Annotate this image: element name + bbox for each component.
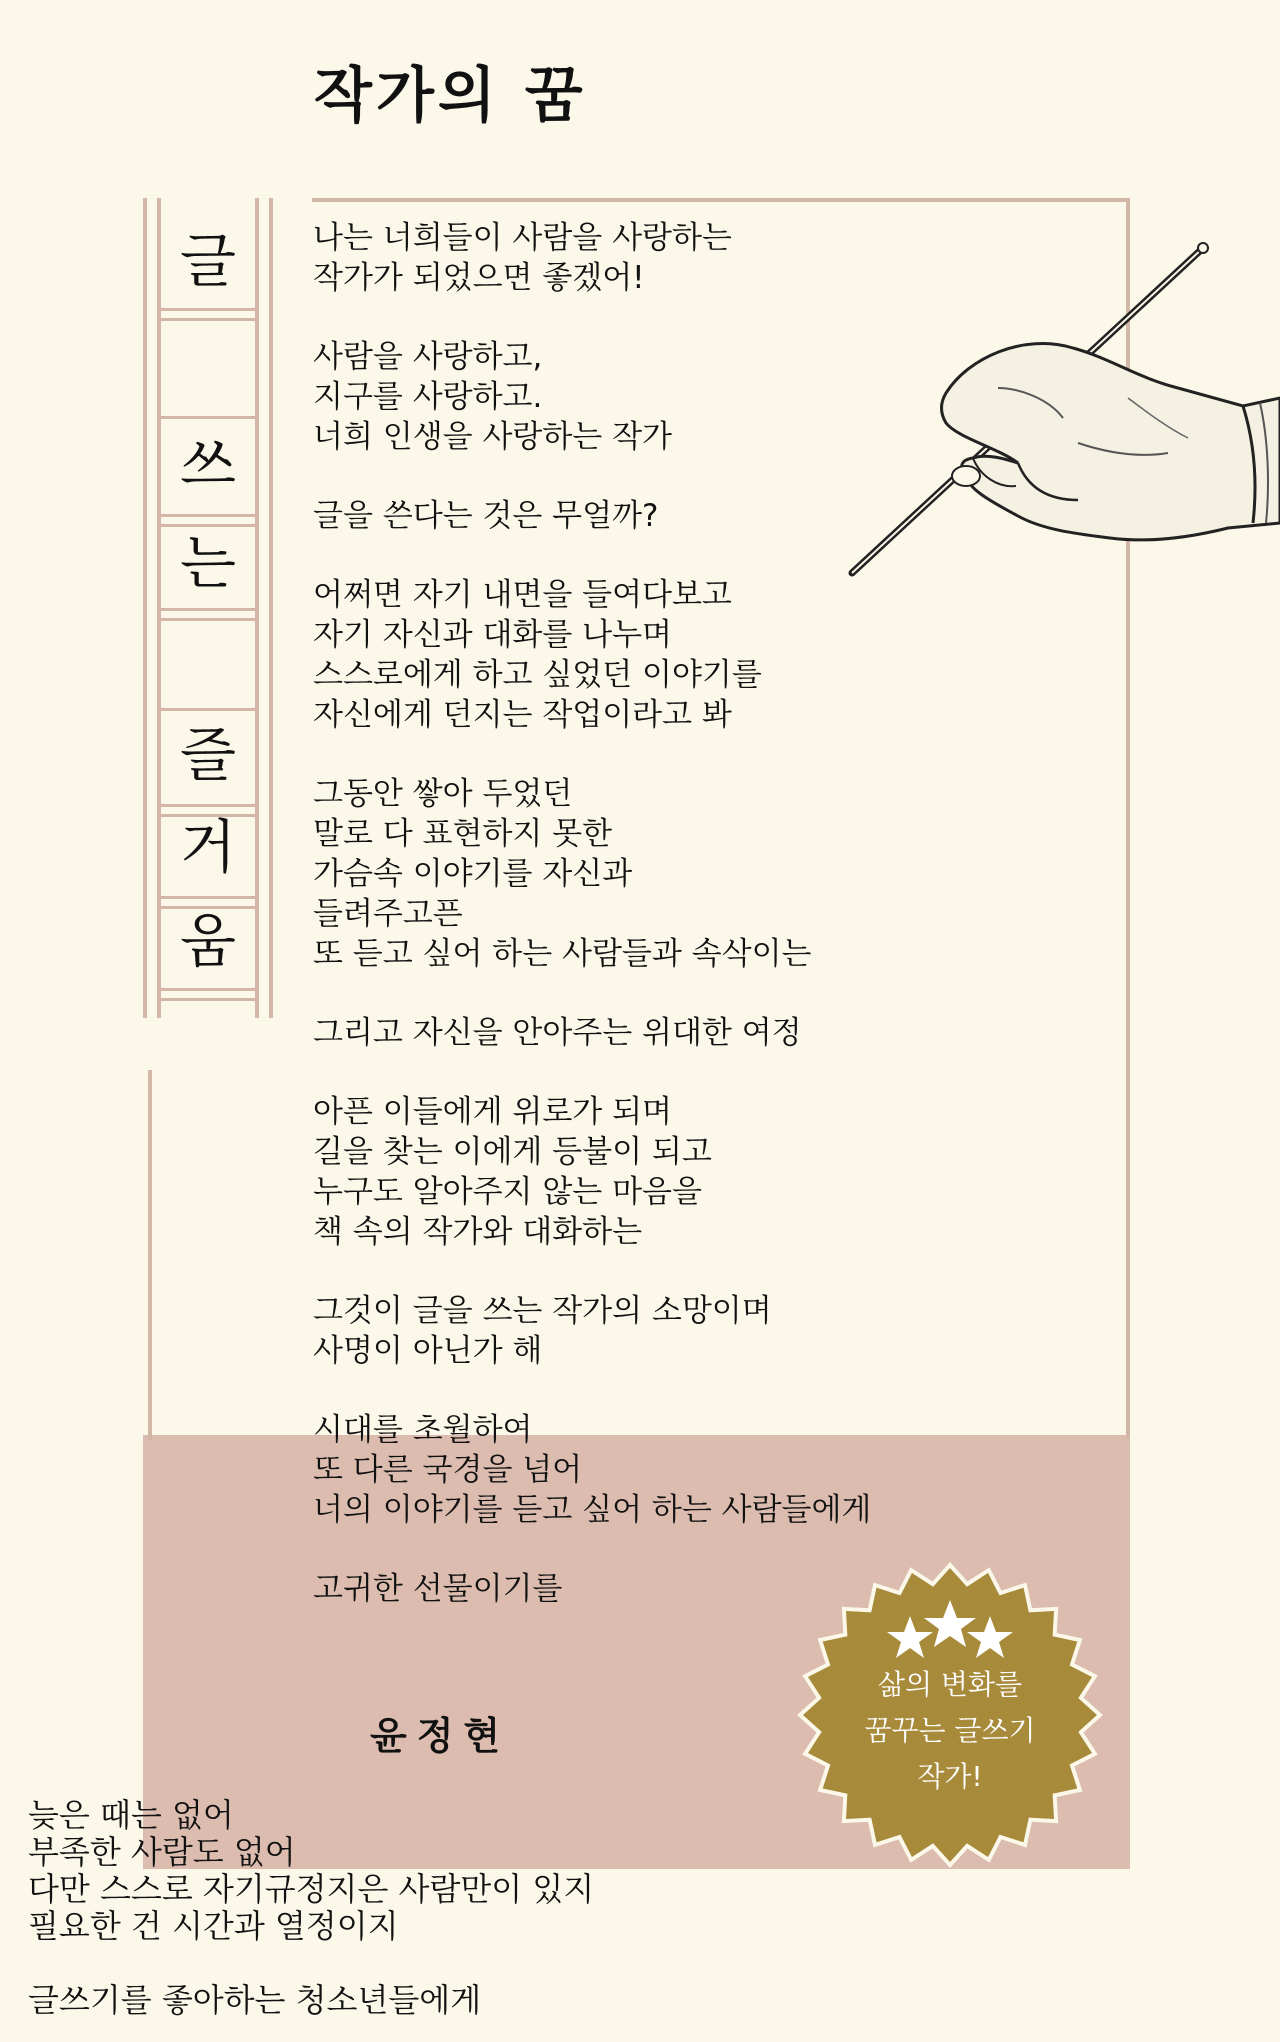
poem-line: 사람을 사랑하고, xyxy=(313,339,543,375)
badge-text xyxy=(810,1662,1090,1800)
poem-line: 책 속의 작가와 대화하는 xyxy=(313,1214,643,1250)
poem-line: 또 듣고 싶어 하는 사람들과 속삭이는 xyxy=(313,936,812,972)
poem-line: 고귀한 선물이기를 xyxy=(313,1571,563,1607)
poem-line: 그리고 자신을 안아주는 위대한 여정 xyxy=(313,1015,802,1051)
poem-stanza xyxy=(313,575,953,735)
badge-line-2: 꿈꾸는 글쓰기 xyxy=(864,1714,1036,1747)
poem-stanza xyxy=(313,337,953,457)
page-title: 작가의 꿈 xyxy=(314,61,587,131)
footer-line-2: 부족한 사람도 없어 xyxy=(28,1833,296,1871)
frame-left-line xyxy=(148,1070,152,1440)
poem-line: 시대를 초월하여 xyxy=(313,1412,533,1448)
frame-top-line xyxy=(312,198,1130,202)
poem-line: 또 다른 국경을 넘어 xyxy=(313,1452,583,1488)
poem-line: 자신에게 던지는 작업이라고 봐 xyxy=(313,697,732,733)
vertical-char-5: 거 xyxy=(179,813,237,881)
poem-line: 아픈 이들에게 위로가 되며 xyxy=(313,1094,672,1130)
vertical-char-1: 글 xyxy=(179,227,237,295)
poem-line: 지구를 사랑하고. xyxy=(313,379,543,415)
footer-text xyxy=(28,1797,594,2019)
poem-line: 어쩌면 자기 내면을 들여다보고 xyxy=(313,577,732,613)
poem-line: 자기 자신과 대화를 나누며 xyxy=(313,617,672,653)
badge-line-3: 작가! xyxy=(917,1760,983,1793)
poem-line: 들려주고픈 xyxy=(313,896,463,932)
badge-line-1: 삶의 변화를 xyxy=(877,1668,1023,1701)
poem-stanza xyxy=(313,1410,953,1530)
poem-line: 너희 인생을 사랑하는 작가 xyxy=(313,419,672,455)
vertical-char-2: 쓰 xyxy=(179,431,237,499)
footer-line-3: 다만 스스로 자기규정지은 사람만이 있지 xyxy=(28,1870,595,1908)
poem-line: 글을 쓴다는 것은 무얼까? xyxy=(313,498,659,534)
footer-line-4: 필요한 건 시간과 열정이지 xyxy=(28,1907,399,1945)
poem-line: 작가가 되었으면 좋겠어! xyxy=(313,260,645,296)
poem-line: 말로 다 표현하지 못한 xyxy=(313,816,613,852)
vertical-char-4: 즐 xyxy=(179,721,237,789)
poem-line: 나는 너희들이 사람을 사랑하는 xyxy=(313,220,732,256)
poem-stanza xyxy=(313,774,953,974)
poem-line: 가슴속 이야기를 자신과 xyxy=(313,856,633,892)
vertical-char-6: 움 xyxy=(179,907,237,975)
footer-line-1: 늦은 때는 없어 xyxy=(28,1796,234,1834)
poem-line: 그것이 글을 쓰는 작가의 소망이며 xyxy=(313,1293,772,1329)
poem-body xyxy=(313,218,953,1648)
footer-dedication: 글쓰기를 좋아하는 청소년들에게 xyxy=(28,1981,482,2019)
poem-stanza xyxy=(313,1291,953,1371)
poem-line: 사명이 아닌가 해 xyxy=(313,1333,543,1369)
poem-line: 스스로에게 하고 싶었던 이야기를 xyxy=(313,657,762,693)
poem-line: 그동안 쌓아 두었던 xyxy=(313,776,573,812)
poem-stanza xyxy=(313,218,953,298)
poem-stanza xyxy=(313,1092,953,1252)
poem-stanza xyxy=(313,496,953,536)
poem-line: 누구도 알아주지 않는 마음을 xyxy=(313,1174,702,1210)
author-name: 윤정현 xyxy=(370,1713,511,1758)
poem-line: 너의 이야기를 듣고 싶어 하는 사람들에게 xyxy=(313,1492,872,1528)
vertical-title-ladder xyxy=(143,198,273,1018)
poem-line: 길을 찾는 이에게 등불이 되고 xyxy=(313,1134,712,1170)
vertical-char-3: 는 xyxy=(179,529,237,597)
poem-stanza xyxy=(313,1013,953,1053)
